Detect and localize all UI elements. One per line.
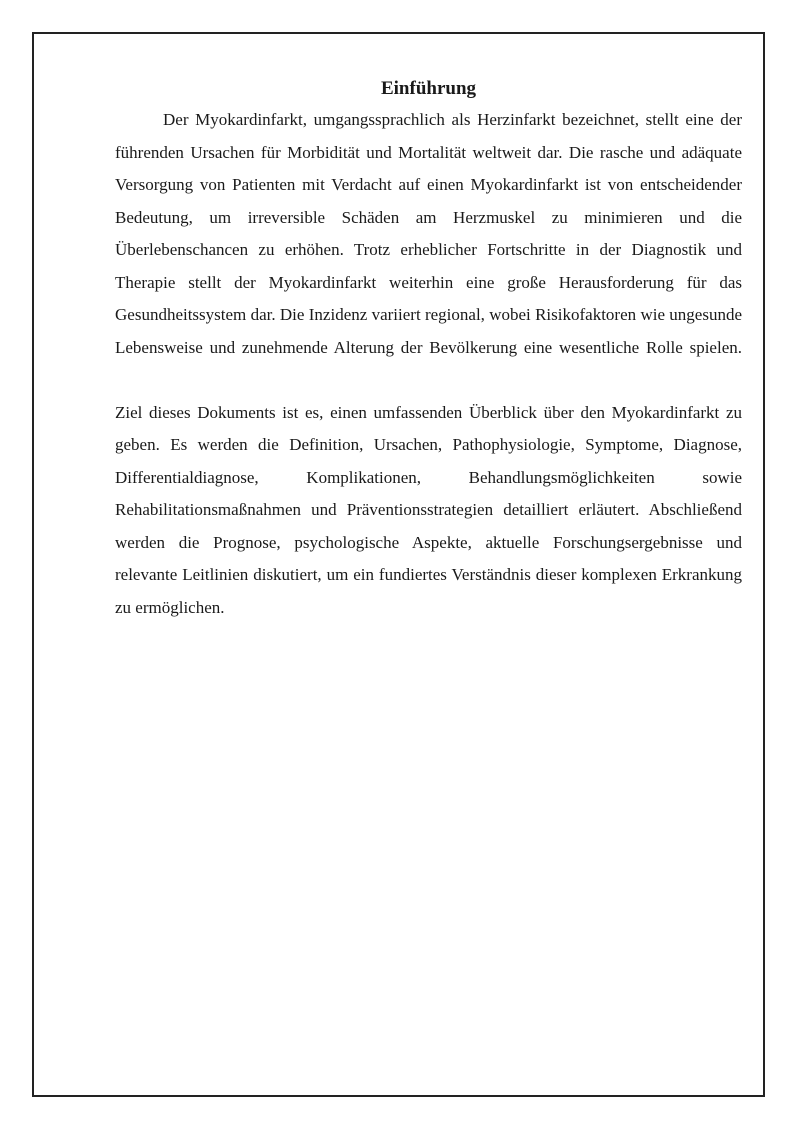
paragraph-objective: Ziel dieses Dokuments ist es, einen umfassenden Überblick über den Myokardinfarkt zu geben. Es werden die Definition, Ursachen, Pathophysiologie, Symptome, Diagnose, Differentialdiagnose, Komplikationen, Behandlungsmöglichkeiten sowie Rehabilitationsmaßnahmen und Präventionsstrategien detailliert erläutert. Abschließend werden die Prognose, psychologische Aspekte, aktuelle Forschungsergebnisse und relevante Leitlinien diskutiert, um ein fundiertes Verständnis dieser komplexen Erkrankung zu ermöglichen. — [115, 402, 742, 617]
paragraph-introduction: Der Myokardinfarkt, umgangssprachlich als Herzinfarkt bezeichnet, stellt eine der führenden Ursachen für Morbidität und Mortalität weltweit dar. Die rasche und adäquate Versorgung von Patienten mit Verdacht auf einen Myokardinfarkt ist von entscheidender Bedeutung, um irreversible Schäden am Herzmuskel zu minimieren und die Überlebenschancen zu erhöhen. Trotz erheblicher Fortschritte in der Diagnostik und Therapie stellt der Myokardinfarkt weiterhin eine große Herausforderung für das Gesundheitssystem dar. Die Inzidenz variiert regional, wobei Risikofaktoren wie ungesunde Lebensweise und zunehmende Alterung der Bevölkerung eine wesentliche Rolle spielen. — [115, 110, 742, 357]
document-body — [115, 74, 742, 624]
section-heading: Einführung — [380, 78, 477, 99]
paragraph-spacer — [115, 364, 742, 397]
